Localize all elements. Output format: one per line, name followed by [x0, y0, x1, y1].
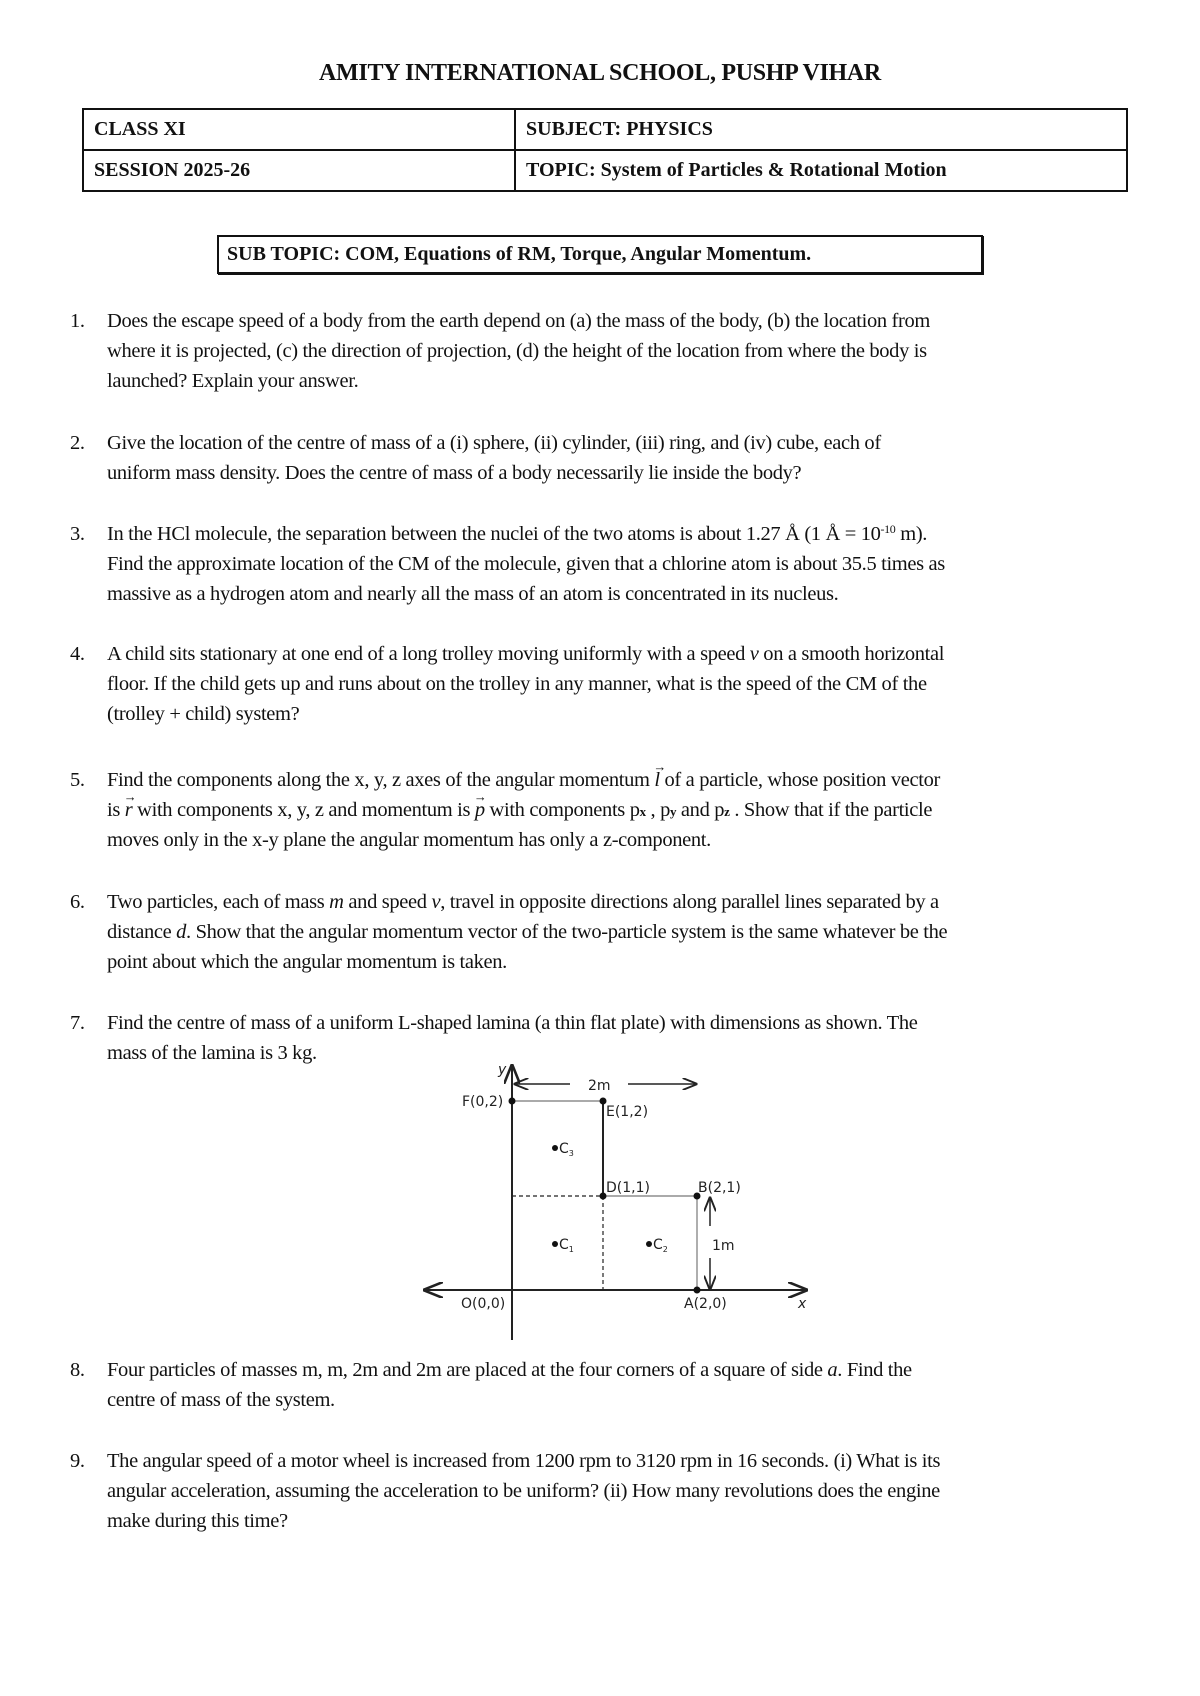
text-segment: angular acceleration, assuming the acceleration to be uniform? (ii) How many revolutions does the engine [107, 1480, 940, 1502]
text-segment: moves only in the x-y plane the angular momentum has only a z-component. [107, 829, 711, 851]
question-line [107, 639, 944, 669]
text-segment: mass of the lamina is 3 kg. [107, 1042, 317, 1064]
text-segment: In the HCl molecule, the separation between the nuclei of the two atoms is about 1.27 Å (1 Å = 10 [107, 523, 881, 545]
question-line [107, 947, 507, 977]
text-segment: Find the components along the x, y, z axes of the angular momentum [107, 769, 655, 791]
point-f-label: F(0,2) [462, 1094, 504, 1110]
question-line [107, 917, 947, 947]
text-segment: with components x, y, z and momentum is [132, 799, 475, 821]
text-segment: floor. If the child gets up and runs about on the trolley in any manner, what is the speed of the CM of the [107, 673, 927, 695]
question-line [107, 825, 711, 855]
width-label: 2m [588, 1078, 611, 1094]
height-label: 1m [712, 1238, 735, 1254]
question-number: 7. [70, 1012, 85, 1034]
subject-cell: SUBJECT: PHYSICS [515, 109, 1127, 150]
question-line [107, 795, 932, 827]
text-segment: y [670, 804, 677, 819]
question-number: 1. [70, 310, 85, 332]
question-line [107, 366, 358, 396]
text-segment: A child sits stationary at one end of a long trolley moving uniformly with a speed [107, 643, 750, 665]
text-segment: v [749, 643, 759, 665]
text-segment: centre of mass of the system. [107, 1389, 335, 1411]
point-e-label: E(1,2) [606, 1104, 649, 1120]
question-line [107, 519, 927, 549]
question-line [107, 579, 838, 609]
text-segment: Four particles of masses m, m, 2m and 2m are placed at the four corners of a square of side [107, 1359, 828, 1381]
text-segment: , travel in opposite directions along parallel lines separated by a [440, 891, 939, 913]
text-segment: launched? Explain your answer. [107, 370, 359, 392]
text-segment: Find the centre of mass of a uniform L-shaped lamina (a thin flat plate) with dimensions as shown. The [107, 1012, 918, 1034]
text-segment: on a smooth horizontal [758, 643, 945, 665]
question-line [107, 1506, 288, 1536]
text-segment: → p [475, 795, 485, 825]
text-segment: The angular speed of a motor wheel is increased from 1200 rpm to 3120 rpm in 16 seconds. (i) What is its [107, 1450, 941, 1472]
text-segment: of a particle, whose position vector [659, 769, 940, 791]
text-segment: d [176, 921, 187, 943]
question-line [107, 306, 930, 336]
question-number: 8. [70, 1359, 85, 1381]
question-number: 5. [70, 769, 85, 791]
text-segment: → r [125, 795, 133, 825]
topic-cell: TOPIC: System of Particles & Rotational Motion [515, 150, 1127, 191]
text-segment: . Show that if the particle [729, 799, 933, 821]
question-number: 9. [70, 1450, 85, 1472]
text-segment: m [329, 891, 344, 913]
question-line [107, 549, 945, 579]
text-segment: where it is projected, (c) the direction of projection, (d) the height of the location from where the body is [107, 340, 927, 362]
question-line [107, 1446, 940, 1476]
session-cell: SESSION 2025-26 [83, 150, 515, 191]
question-line [107, 428, 881, 458]
text-segment: Does the escape speed of a body from the earth depend on (a) the mass of the body, (b) the location from [107, 310, 930, 332]
question-line [107, 458, 801, 488]
question-line [107, 336, 927, 366]
school-title: AMITY INTERNATIONAL SCHOOL, PUSHP VIHAR [319, 60, 881, 86]
text-segment: m). [895, 523, 928, 545]
text-segment: a [827, 1359, 838, 1381]
question-number: 4. [70, 643, 85, 665]
c3-label: $C_3$ [559, 1141, 574, 1158]
text-segment: . Find the [837, 1359, 912, 1381]
x-axis-label: x [798, 1296, 807, 1312]
point-d-label: D(1,1) [606, 1180, 650, 1196]
l-shaped-lamina-diagram [420, 1060, 840, 1360]
text-segment: Two particles, each of mass [107, 891, 330, 913]
text-segment: distance [107, 921, 177, 943]
point-a-label: A(2,0) [684, 1296, 727, 1312]
question-line [107, 887, 939, 917]
text-segment: massive as a hydrogen atom and nearly all the mass of an atom is concentrated in its nucleus. [107, 583, 839, 605]
c2-label: $C_2$ [653, 1237, 668, 1254]
point-o-label: O(0,0) [461, 1296, 506, 1312]
text-segment: is [107, 799, 125, 821]
question-number: 3. [70, 523, 85, 545]
question-line [107, 765, 940, 795]
text-segment: and p [676, 799, 725, 821]
question-line [107, 669, 927, 699]
question-line [107, 1008, 918, 1038]
text-segment: v [431, 891, 441, 913]
text-segment: , p [645, 799, 670, 821]
text-segment: Find the approximate location of the CM of the molecule, given that a chlorine atom is about 35.5 times as [107, 553, 945, 575]
question-line [107, 1385, 335, 1415]
question-number: 6. [70, 891, 85, 913]
text-segment: (trolley + child) system? [107, 703, 300, 725]
class-cell: CLASS XI [83, 109, 515, 150]
text-segment: Give the location of the centre of mass of a (i) sphere, (ii) cylinder, (iii) ring, and (iv) cube, each of [107, 432, 881, 454]
text-segment: uniform mass density. Does the centre of mass of a body necessarily lie inside the body? [107, 462, 802, 484]
subtopic-box: SUB TOPIC: COM, Equations of RM, Torque, Angular Momentum. [217, 235, 983, 274]
text-segment: and speed [343, 891, 432, 913]
c1-label: $C_1$ [559, 1237, 574, 1254]
text-segment: → l [654, 765, 659, 795]
header-table [82, 108, 1128, 192]
question-line [107, 699, 299, 729]
text-segment: -10 [880, 522, 896, 536]
question-line [107, 1038, 317, 1068]
text-segment: point about which the angular momentum is taken. [107, 951, 507, 973]
question-number: 2. [70, 432, 85, 454]
text-segment: x [639, 804, 646, 819]
question-line [107, 1476, 940, 1506]
y-axis-label: y [498, 1062, 507, 1078]
text-segment: make during this time? [107, 1510, 288, 1532]
text-segment: . Show that the angular momentum vector of the two-particle system is the same whatever be the [186, 921, 948, 943]
text-segment: z [724, 804, 730, 819]
point-b-label: B(2,1) [698, 1180, 741, 1196]
text-segment: with components p [484, 799, 640, 821]
